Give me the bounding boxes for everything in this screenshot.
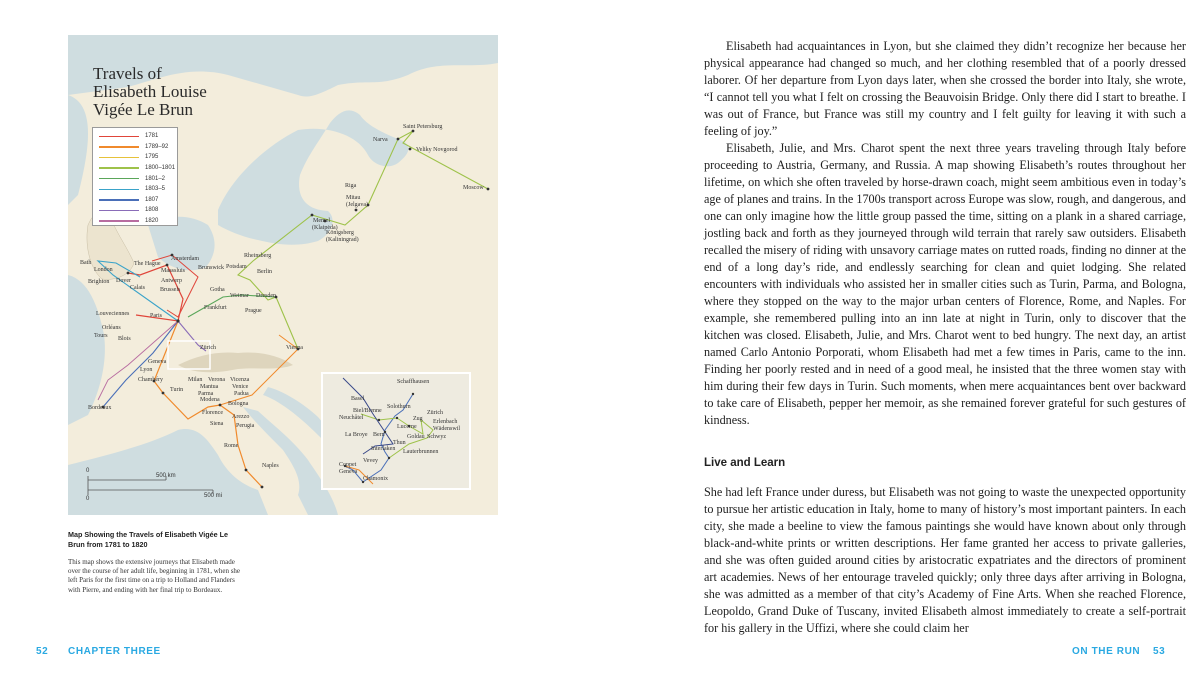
inset-label-la-broye: La Broye	[345, 432, 368, 438]
city-label-parma: Parma	[198, 391, 214, 397]
city-label-frankfurt: Frankfurt	[204, 305, 227, 311]
legend-item	[99, 195, 177, 206]
legend-item	[99, 152, 177, 163]
page-number-right: 53	[1153, 646, 1166, 657]
city-label-vicenza: Vicenza	[230, 377, 250, 383]
inset-label-interlaken: Interlaken	[371, 446, 396, 452]
city-label-rheinsberg: Rheinsberg	[244, 253, 272, 259]
inset-label-wadenswil: Wädenswil	[433, 426, 460, 432]
city-label-florence: Florence	[202, 410, 223, 416]
city-label-milan: Milan	[188, 377, 203, 383]
map-caption	[68, 530, 243, 595]
city-label-klaipeda: (Klaipėda)	[312, 225, 338, 231]
city-label-brussels: Brussels	[160, 287, 181, 293]
inset-label-erlenbach: Erlenbach	[433, 419, 458, 425]
running-head-right: ON THE RUN	[1072, 646, 1141, 657]
inset-label-lauterbrunnen: Lauterbrunnen	[403, 449, 439, 455]
city-label-brunswick: Brunswick	[198, 265, 224, 271]
city-label-mitau: Mitau	[346, 195, 361, 201]
city-label-antwerp: Antwerp	[161, 278, 182, 284]
city-label-lyon: Lyon	[140, 367, 153, 373]
city-label-weimar: Weimar	[230, 293, 249, 299]
paragraph: Elisabeth had acquaintances in Lyon, but she claimed they didn’t recognize her because her physical appearance had changed so much, and her clothing resembled that of a poorly dressed laborer. Of her departure from Lyon days later, when she crossed the border into Italy, she wrote, “I cannot tell you what I felt on crossing the Beauvoisin Bridge. Only there did I start to breathe. I was out of France, but France was still my country and I felt guilty for leaving it with such a feeling of joy.”	[704, 39, 1186, 138]
inset-label-neuchatel: Neuchâtel	[339, 415, 364, 421]
city-label-moscow: Moscow	[463, 185, 484, 191]
legend-swatch	[99, 178, 139, 180]
city-label-maassluis: Maassluis	[161, 268, 185, 274]
inset-label-thun: Thun	[393, 440, 406, 446]
legend-swatch	[99, 189, 139, 191]
map-title-line: Vigée Le Brun	[93, 100, 193, 119]
city-label-london: London	[94, 267, 113, 273]
city-label-narva: Narva	[373, 137, 388, 143]
city-label-padua: Padua	[234, 391, 249, 397]
city-label-riga: Riga	[345, 183, 357, 189]
page-number-left: 52	[36, 646, 49, 657]
legend-swatch	[99, 199, 139, 201]
body-text	[704, 38, 1186, 637]
legend-label: 1789–92	[145, 143, 169, 150]
city-label-bordeaux: Bordeaux	[88, 405, 112, 411]
legend-label: 1808	[145, 207, 159, 214]
inset-label-biel-bienne: Biel/Bienne	[353, 408, 382, 414]
city-label-blois: Blois	[118, 336, 131, 342]
inset-label-basel: Basel	[351, 396, 365, 402]
city-label-brighton: Brighton	[88, 279, 110, 285]
city-label-paris: Paris	[150, 313, 162, 319]
legend-swatch	[99, 220, 139, 222]
city-label-bologna: Bologna	[228, 401, 249, 407]
map-title-line: Travels of	[93, 64, 162, 83]
legend-swatch	[99, 157, 139, 159]
city-label-bath: Bath	[80, 260, 92, 266]
running-head-left: CHAPTER THREE	[68, 646, 161, 657]
city-label-amsterdam: Amsterdam	[171, 256, 199, 262]
map-title-line: Elisabeth Louise	[93, 82, 207, 101]
city-label-modena: Modena	[200, 397, 220, 403]
city-label-rome: Rome	[224, 443, 239, 449]
legend-item	[99, 184, 177, 195]
legend-label: 1820	[145, 218, 159, 225]
scale-mi-zero: 0	[86, 496, 90, 502]
city-label-berlin: Berlin	[257, 269, 272, 275]
inset-label-schwyz: Schwyz	[427, 434, 446, 440]
legend-item	[99, 216, 177, 227]
inset-label-zug: Zug	[413, 416, 423, 422]
legend-item	[99, 142, 177, 153]
city-label-prague: Prague	[245, 308, 262, 314]
travel-map	[68, 35, 498, 515]
inset-label-coppet: Coppet	[339, 462, 357, 468]
city-label-orleans: Orléans	[102, 325, 121, 331]
inset-label-zurich: Zürich	[427, 410, 443, 416]
scale-km-zero: 0	[86, 468, 90, 474]
caption-title: Map Showing the Travels of Elisabeth Vigée Le Brun from 1781 to 1820	[68, 530, 229, 549]
inset-label-goldau: Goldau	[407, 434, 425, 440]
city-label-vienna: Vienna	[286, 345, 303, 351]
city-label-louveciennes: Louveciennes	[96, 311, 130, 317]
inset-label-solothurn: Solothurn	[387, 404, 411, 410]
legend-item	[99, 131, 177, 142]
city-label-gotha: Gotha	[210, 287, 225, 293]
city-label-potsdam: Potsdam	[226, 264, 247, 270]
switzerland-inset	[321, 372, 471, 490]
paragraph: She had left France under duress, but Elisabeth was not going to waste the unexpected opportunity to pursue her artistic education in Italy, home to many of history’s most important painters. In each city, she made a beeline to view the famous paintings she would have known about only through black-and-white prints or written descriptions. Her fame granted her access to private galleries, and she was often guided around cities by aristocratic expatriates and the directors of prominent art academies. News of her entourage traveled quickly; only three days after arriving in Bologna, she was admitted as a member of that city’s Academy of Fine Arts. When she reached Florence, Leopoldo, Grand Duke of Tuscany, invited Elisabeth almost immediately to create a self-portrait for his gallery in the Uffizi, where she could claim her	[704, 485, 1186, 635]
scale-km-label: 500 km	[156, 473, 176, 479]
city-label-perugia: Perugia	[236, 423, 255, 429]
city-label-chambery: Chambéry	[138, 377, 163, 383]
inset-label-lucerne: Lucerne	[397, 424, 417, 430]
legend-label: 1807	[145, 196, 159, 203]
city-label-zurich: Zürich	[200, 345, 216, 351]
city-label-geneva: Geneva	[148, 359, 167, 365]
city-label-venice: Venice	[232, 384, 249, 390]
legend-label: 1781	[145, 133, 159, 140]
map-legend	[92, 127, 178, 226]
city-label-dover: Dover	[116, 278, 131, 284]
legend-swatch	[99, 136, 139, 138]
city-label-naples: Naples	[262, 463, 279, 469]
inset-label-chamonix: Chamonix	[363, 476, 388, 482]
city-label-the-hague: The Hague	[134, 261, 161, 267]
city-label-turin: Turin	[170, 387, 184, 393]
inset-label-geneva: Geneva	[339, 469, 358, 475]
inset-label-vevey: Vevey	[363, 458, 378, 464]
city-label-jelgava: (Jelgava)	[346, 202, 368, 208]
legend-item	[99, 163, 177, 174]
legend-swatch	[99, 167, 139, 169]
legend-label: 1800–1801	[145, 165, 176, 172]
legend-item	[99, 173, 177, 184]
paragraph: Elisabeth, Julie, and Mrs. Charot spent the next three years traveling through Italy before proceeding to Austria, Germany, and Russia. A map showing Elisabeth’s routes throughout her lifetime, on which she often traveled by horse-drawn coach, might seem ambitious even in today’s age of planes and trains. In the 1700s transport across Europe was slow, rough, and dangerous, and one can only imagine how the little group passed the time, sitting on a plank in a shared carriage, jostling back and forth as they journeyed through wild terrain that rarely saw outsiders. Elisabeth recalled the misery of riding with unsavory carriage mates on rutted roads, finding no dinner at the end of a long day’s ride, and endlessly searching for clean and quiet lodging. She related encounters with individuals who assisted her in smaller cities such as Turin, Parma, and Bologna, where they stopped on the way to the major urban centers of Florence, Rome, and Naples. For example, she remembered pulling into an inn late at night in Turin, only to discover that the kitchen was closed. Elisabeth, Julie, and Mrs. Charot went to bed hungry. The next day, an artist named Carlo Antonio Porporati, whom Elisabeth had met a few times in Paris, came to the inn. Finding her poorly rested and in need of a good meal, he insisted that the three women stay with him during their few days in Turin. Such moments, when mere acquaintances bent over backward to take care of Elisabeth, pepper her memoir, as she remained forever grateful for such gestures of kindness.	[704, 141, 1186, 427]
inset-label-bern: Bern	[373, 432, 385, 438]
city-label-siena: Siena	[210, 421, 224, 427]
city-label-calais: Calais	[130, 285, 145, 291]
city-label-verona: Verona	[208, 377, 225, 383]
legend-swatch	[99, 210, 139, 212]
city-label-mantua: Mantua	[200, 384, 219, 390]
legend-swatch	[99, 146, 139, 148]
scale-mi-label: 500 mi	[204, 493, 223, 499]
city-label-saint-petersburg: Saint Petersburg	[403, 124, 443, 130]
city-label-veliky-novgorod: Veliky Novgorod	[416, 147, 458, 153]
legend-label: 1801–2	[145, 175, 166, 182]
city-label-kaliningrad: (Kaliningrad)	[326, 237, 359, 243]
city-label-dresden: Dresden	[256, 293, 276, 299]
city-label-memel: Memel	[313, 218, 330, 224]
city-label-arezzo: Arezzo	[232, 414, 250, 420]
city-label-tours: Tours	[94, 333, 108, 339]
legend-label: 1795	[145, 154, 159, 161]
legend-item	[99, 205, 177, 216]
map-title	[93, 65, 207, 119]
section-heading: Live and Learn	[704, 457, 786, 469]
city-label-konigsberg: Königsberg	[326, 230, 354, 236]
inset-label-schaffhausen: Schaffhausen	[397, 379, 430, 385]
caption-body: This map shows the extensive journeys that Elisabeth made over the course of her adult life, beginning in 1781, when she left Paris for the first time on a trip to Holland and Flanders with Pierre, and ending with her final trip to Bordeaux.	[68, 558, 241, 594]
legend-label: 1803–5	[145, 186, 166, 193]
